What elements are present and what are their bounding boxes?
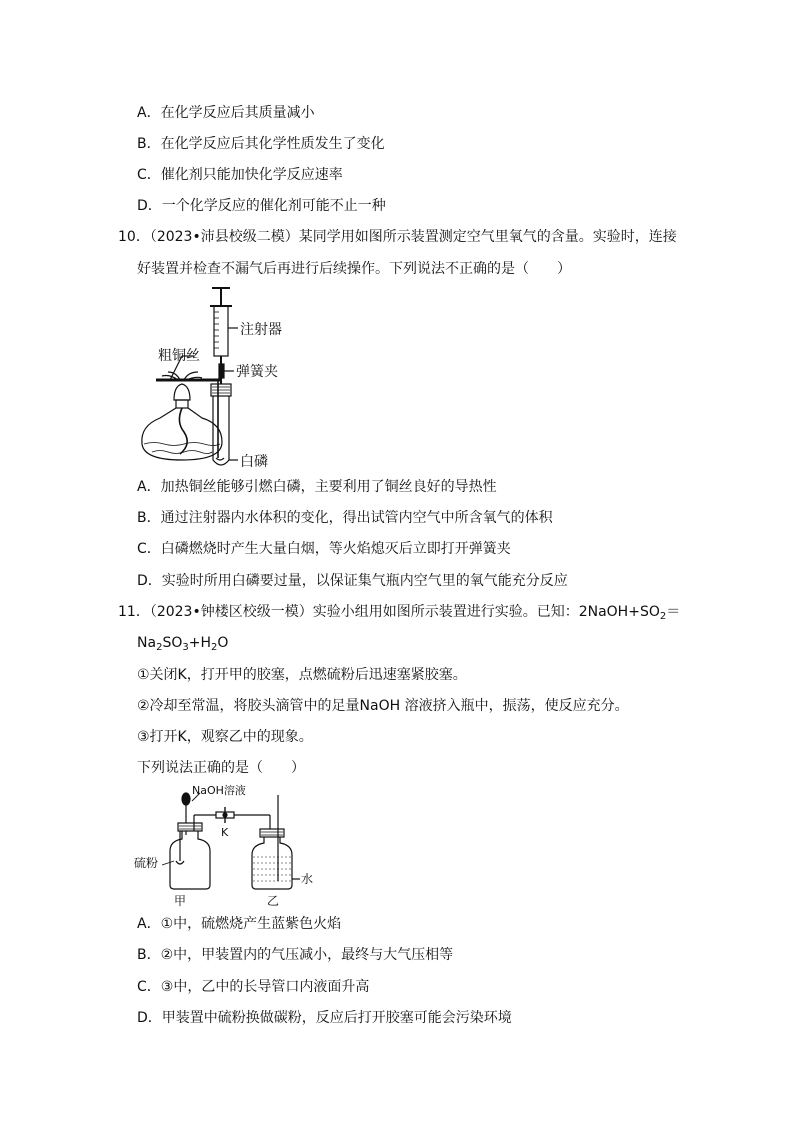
q10-label-copper-wire: 粗铜丝 bbox=[158, 348, 200, 364]
q11-equation-equals: ＝ bbox=[666, 604, 681, 620]
q11-label-water: 水 bbox=[301, 872, 314, 886]
q9-option-a: A．在化学反应后其质量减小 bbox=[137, 105, 315, 121]
q11-eq-h-sub: 2 bbox=[210, 642, 218, 653]
q10-label-clamp: 弹簧夹 bbox=[236, 364, 278, 380]
q11-step-3: ③打开K，观察乙中的现象。 bbox=[137, 729, 313, 745]
q11-equation-part1: 2NaOH+SO bbox=[578, 604, 660, 620]
q10-option-c: C．白磷燃烧时产生大量白烟，等火焰熄灭后立即打开弹簧夹 bbox=[137, 541, 511, 557]
q11-option-c: C．③中，乙中的长导管口内液面升高 bbox=[137, 979, 370, 995]
q11-eq-na-sub: 2 bbox=[156, 642, 163, 653]
q11-option-d: D．甲装置中硫粉换做碳粉，反应后打开胶塞可能会污染环境 bbox=[137, 1010, 512, 1026]
q11-label-sulfur: 硫粉 bbox=[134, 856, 159, 870]
q11-label-naoh: NaOH溶液 bbox=[192, 784, 246, 797]
q10-option-d: D．实验时所用白磷要过量，以保证集气瓶内空气里的氧气能充分反应 bbox=[137, 573, 568, 589]
q11-label-k: K bbox=[221, 826, 229, 839]
q10-figure-apparatus bbox=[130, 282, 330, 474]
q11-step-2: ②冷却至常温，将胶头滴管中的足量NaOH 溶液挤入瓶中，振荡，使反应充分。 bbox=[137, 698, 629, 714]
q9-option-c: C．催化剂只能加快化学反应速率 bbox=[137, 167, 343, 183]
q9-option-b: B．在化学反应后其化学性质发生了变化 bbox=[137, 136, 385, 152]
q11-label-jia: 甲 bbox=[174, 894, 187, 908]
q10-label-syringe: 注射器 bbox=[240, 322, 282, 338]
q11-option-a: A．①中，硫燃烧产生蓝紫色火焰 bbox=[137, 916, 342, 932]
q11-eq-so: SO bbox=[162, 635, 183, 651]
q11-figure-apparatus bbox=[130, 781, 330, 909]
q11-eq-o: O bbox=[217, 635, 229, 651]
q11-prompt: 下列说法正确的是（ ） bbox=[137, 760, 305, 776]
q10-label-phosphorus: 白磷 bbox=[240, 454, 268, 470]
q10-stem-line1: 10．（2023•沛县校级二模）某同学用如图所示装置测定空气里氧气的含量。实验时，连接 bbox=[118, 229, 677, 245]
q9-option-d: D．一个化学反应的催化剂可能不止一种 bbox=[137, 198, 386, 214]
q11-option-b: B．②中，甲装置内的气压减小，最终与大气压相等 bbox=[137, 947, 454, 963]
q10-stem-line2: 好装置并检查不漏气后再进行后续操作。下列说法不正确的是（ ） bbox=[137, 261, 571, 277]
q11-step-1: ①关闭K，打开甲的胶塞，点燃硫粉后迅速塞紧胶塞。 bbox=[137, 667, 467, 683]
q10-option-a: A．加热铜丝能够引燃白磷，主要利用了铜丝良好的导热性 bbox=[137, 479, 497, 495]
q11-label-yi: 乙 bbox=[267, 894, 280, 908]
q11-equation-sub1: 2 bbox=[659, 611, 667, 622]
q11-stem-text: 11．（2023•钟楼区校级一模）实验小组用如图所示装置进行实验。已知： bbox=[118, 604, 579, 620]
q11-eq-na: Na bbox=[137, 635, 157, 651]
q11-stem-line1 bbox=[118, 603, 680, 621]
q10-option-b: B．通过注射器内水体积的变化，得出试管内空气中所含氧气的体积 bbox=[137, 510, 553, 526]
q11-eq-so-sub: 3 bbox=[182, 642, 189, 653]
q11-eq-h: +H bbox=[188, 635, 211, 651]
q11-stem-line2 bbox=[137, 634, 228, 652]
